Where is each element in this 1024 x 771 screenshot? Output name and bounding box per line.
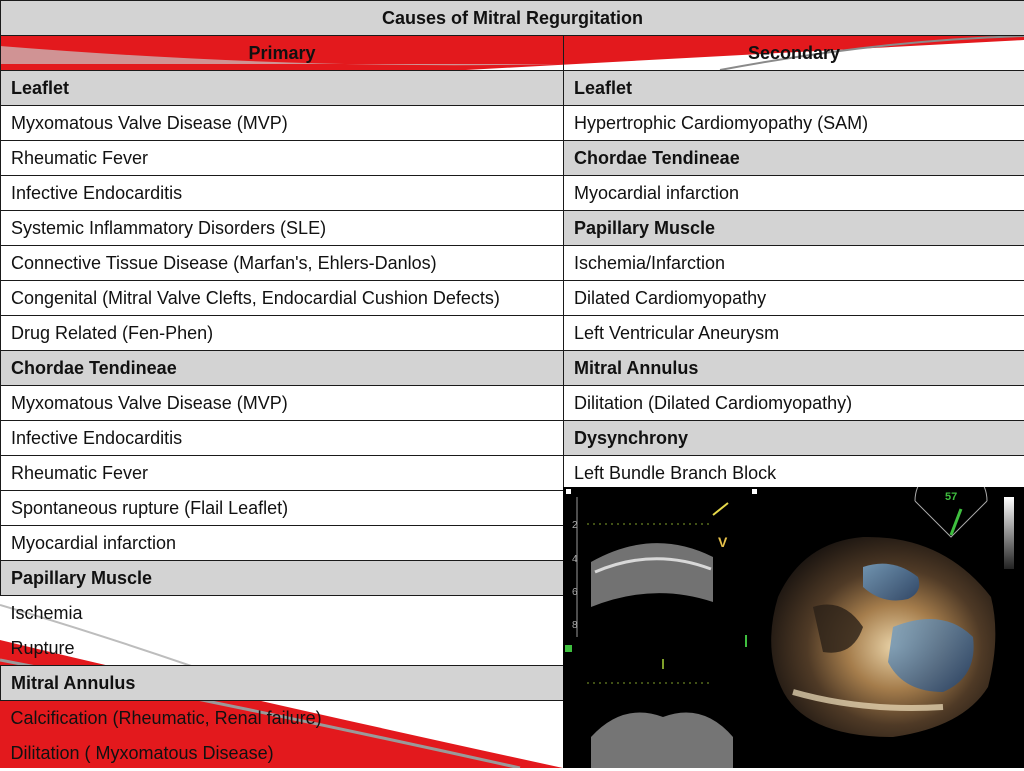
primary-cause-dilitation-myxomatous-disease: Dilitation ( Myxomatous Disease) [1, 736, 564, 771]
primary-cause-infective-endocarditis: Infective Endocarditis [1, 176, 564, 211]
table-title: Causes of Mitral Regurgitation [1, 1, 1024, 36]
depth-label-1: 2 [572, 520, 578, 531]
depth-label-4: 8 [572, 620, 578, 631]
table-row [1, 106, 1024, 141]
secondary-cause-papillary-muscle: Papillary Muscle [564, 211, 1024, 246]
table-row [1, 456, 1024, 491]
table-row [1, 141, 1024, 176]
primary-cause-infective-endocarditis: Infective Endocarditis [1, 421, 564, 456]
column-header-secondary: Secondary [564, 36, 1024, 71]
secondary-cause-ischemia-infarction: Ischemia/Infarction [564, 246, 1024, 281]
echocardiogram-image [563, 487, 1024, 768]
table-row [1, 71, 1024, 106]
secondary-cause-dilitation-dilated-cardiomyopathy: Dilitation (Dilated Cardiomyopathy) [564, 386, 1024, 421]
secondary-cause-chordae-tendineae: Chordae Tendineae [564, 141, 1024, 176]
secondary-cause-mitral-annulus: Mitral Annulus [564, 351, 1024, 386]
primary-cause-myocardial-infarction: Myocardial infarction [1, 526, 564, 561]
secondary-cause-dysynchrony: Dysynchrony [564, 421, 1024, 456]
primary-cause-spontaneous-rupture-flail-leaflet: Spontaneous rupture (Flail Leaflet) [1, 491, 564, 526]
echo-lower-view [591, 713, 733, 769]
primary-cause-rupture: Rupture [1, 631, 564, 666]
echo-panels [563, 487, 1024, 768]
gain-scale-bar [1004, 497, 1014, 569]
secondary-cause-dilated-cardiomyopathy: Dilated Cardiomyopathy [564, 281, 1024, 316]
table-row [1, 351, 1024, 386]
table-row [1, 386, 1024, 421]
primary-cause-congenital-mitral-valve-clefts-endocardial-cushion-defects: Congenital (Mitral Valve Clefts, Endocardial Cushion Defects) [1, 281, 564, 316]
primary-cause-mitral-annulus: Mitral Annulus [1, 666, 564, 701]
column-header-row [1, 36, 1024, 71]
depth-label-2: 4 [572, 554, 578, 565]
table-row [1, 176, 1024, 211]
primary-cause-connective-tissue-disease-marfan-s-ehlers-danlos: Connective Tissue Disease (Marfan's, Ehlers-Danlos) [1, 246, 564, 281]
secondary-cause-left-ventricular-aneurysm: Left Ventricular Aneurysm [564, 316, 1024, 351]
sector-angle-label: 57 [945, 491, 957, 503]
table-row [1, 246, 1024, 281]
primary-cause-rheumatic-fever: Rheumatic Fever [1, 141, 564, 176]
primary-cause-ischemia: Ischemia [1, 596, 564, 631]
secondary-cause-myocardial-infarction: Myocardial infarction [564, 176, 1024, 211]
primary-cause-drug-related-fen-phen: Drug Related (Fen-Phen) [1, 316, 564, 351]
primary-cause-rheumatic-fever: Rheumatic Fever [1, 456, 564, 491]
primary-cause-systemic-inflammatory-disorders-sle: Systemic Inflammatory Disorders (SLE) [1, 211, 564, 246]
primary-cause-leaflet: Leaflet [1, 71, 564, 106]
secondary-cause-left-bundle-branch-block: Left Bundle Branch Block [564, 456, 1024, 491]
table-row [1, 421, 1024, 456]
secondary-cause-hypertrophic-cardiomyopathy-sam: Hypertrophic Cardiomyopathy (SAM) [564, 106, 1024, 141]
primary-cause-calcification-rheumatic-renal-failure: Calcification (Rheumatic, Renal failure) [1, 701, 564, 736]
view-label: V [718, 534, 728, 550]
secondary-cause-leaflet: Leaflet [564, 71, 1024, 106]
table-row [1, 281, 1024, 316]
primary-cause-chordae-tendineae: Chordae Tendineae [1, 351, 564, 386]
primary-cause-papillary-muscle: Papillary Muscle [1, 561, 564, 596]
table-row [1, 316, 1024, 351]
primary-cause-myxomatous-valve-disease-mvp: Myxomatous Valve Disease (MVP) [1, 386, 564, 421]
column-header-primary: Primary [1, 36, 564, 71]
title-row [1, 1, 1024, 36]
table-row [1, 211, 1024, 246]
primary-cause-myxomatous-valve-disease-mvp: Myxomatous Valve Disease (MVP) [1, 106, 564, 141]
depth-label-3: 6 [572, 587, 578, 598]
